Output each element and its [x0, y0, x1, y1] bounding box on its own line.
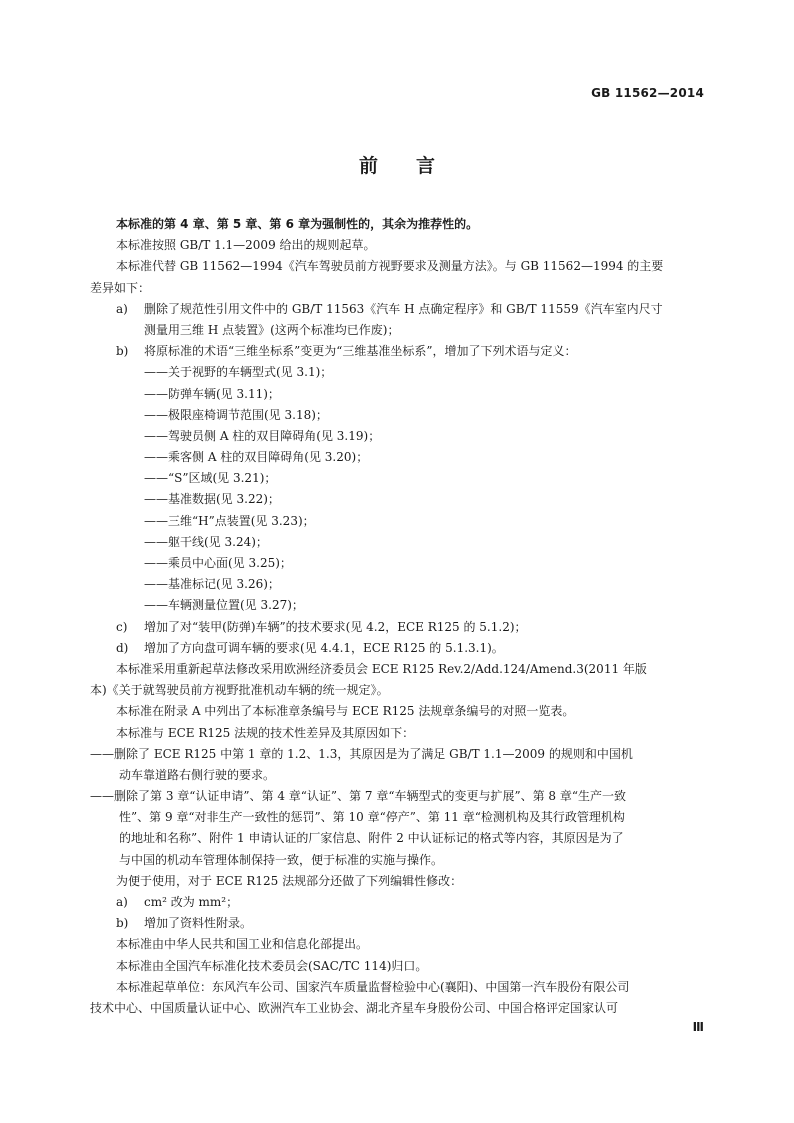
- page-number: Ⅲ: [692, 1020, 704, 1034]
- text-line: 与中国的机动车管理体制保持一致，便于标准的实施与操作。: [119, 852, 444, 867]
- dash-item: ——车辆测量位置(见 3.27)；: [144, 598, 304, 613]
- text-line: 本标准代替 GB 11562—1994《汽车驾驶员前方视野要求及测量方法》。与 GB 11562—1994 的主要: [116, 259, 664, 274]
- text-line: 本)《关于就驾驶员前方视野批准机动车辆的统一规定》。: [90, 683, 389, 698]
- text-line: 测量用三维 H 点装置》(这两个标准均已作废)；: [144, 322, 400, 337]
- list-text: 增加了方向盘可调车辆的要求(见 4.4.1，ECE R125 的 5.1.3.1)。: [144, 640, 504, 655]
- text-line: 本标准采用重新起草法修改采用欧洲经济委员会 ECE R125 Rev.2/Add.124/Amend.3(2011 年版: [116, 661, 647, 676]
- dash-item: ——“S”区域(见 3.21)；: [144, 471, 277, 486]
- dash-item: ——基准标记(见 3.26)；: [144, 577, 280, 592]
- list-item: [90, 617, 707, 638]
- text-line: 本标准起草单位：东风汽车公司、国家汽车质量监督检验中心(襄阳)、中国第一汽车股份有限公司: [116, 979, 630, 994]
- text-line: 本标准由全国汽车标准化技术委员会(SAC/TC 114)归口。: [116, 958, 428, 973]
- list-item: [90, 638, 707, 659]
- list-label: d): [116, 640, 129, 655]
- text-line: 本标准按照 GB/T 1.1—2009 给出的规则起草。: [116, 238, 376, 253]
- dash-item: ——删除了第 3 章“认证申请”、第 4 章“认证”、第 7 章“车辆型式的变更与扩展”、第 8 章“生产一致: [90, 789, 627, 804]
- dash-item: ——极限座椅调节范围(见 3.18)；: [144, 407, 328, 422]
- list-label: c): [116, 619, 128, 634]
- list-text: 增加了资料性附录。: [144, 916, 253, 931]
- list-label: a): [116, 895, 128, 909]
- dash-item: ——乘客侧 A 柱的双目障碍角(见 3.20)；: [144, 450, 369, 465]
- page-title: 前 言: [358, 155, 435, 177]
- dash-item: ——防弹车辆(见 3.11)；: [144, 386, 280, 401]
- dash-item: ——删除了 ECE R125 中第 1 章的 1.2、1.3，其原因是为了满足 GB/T 1.1—2009 的规则和中国机: [90, 746, 633, 761]
- dash-item: ——乘员中心面(见 3.25)；: [144, 556, 292, 570]
- text-line: 动车靠道路右侧行驶的要求。: [119, 767, 276, 782]
- list-item: [90, 341, 707, 362]
- dash-item: ——关于视野的车辆型式(见 3.1)；: [144, 365, 333, 380]
- text-line: 本标准的第 4 章、第 5 章、第 6 章为强制性的，其余为推荐性的。: [116, 217, 479, 231]
- list-text: 增加了对“装甲(防弹)车辆”的技术要求(见 4.2，ECE R125 的 5.1.2)；: [144, 619, 527, 634]
- list-item: [90, 892, 707, 913]
- text-line: 本标准由中华人民共和国工业和信息化部提出。: [116, 937, 369, 952]
- list-text: 删除了规范性引用文件中的 GB/T 11563《汽车 H 点确定程序》和 GB/T 11559《汽车室内尺寸: [144, 301, 663, 316]
- list-text: 将原标准的术语“三维坐标系”变更为“三维基准坐标系”，增加了下列术语与定义：: [144, 344, 577, 359]
- text-line: 本标准与 ECE R125 法规的技术性差异及其原因如下：: [116, 725, 415, 740]
- text-line: 技术中心、中国质量认证中心、欧洲汽车工业协会、湖北齐星车身股份公司、中国合格评定国家认可: [90, 1000, 619, 1015]
- list-label: b): [116, 916, 129, 931]
- text-line: 的地址和名称”、附件 1 申请认证的厂家信息、附件 2 中认证标记的格式等内容，其原因是为了: [119, 831, 624, 846]
- list-label: a): [116, 301, 128, 316]
- dash-item: ——基准数据(见 3.22)；: [144, 492, 280, 507]
- text-line: 本标准在附录 A 中列出了本标准章条编号与 ECE R125 法规章条编号的对照一览表。: [116, 704, 575, 719]
- dash-item: ——三维“H”点装置(见 3.23)；: [144, 513, 315, 528]
- dash-item: ——躯干线(见 3.24)；: [144, 534, 268, 549]
- list-item: [90, 299, 707, 320]
- dash-item: ——驾驶员侧 A 柱的双目障碍角(见 3.19)；: [144, 428, 381, 443]
- preface-body: [90, 214, 707, 1019]
- list-text: cm² 改为 mm²；: [144, 895, 239, 909]
- text-line: 为便于使用，对于 ECE R125 法规部分还做了下列编辑性修改：: [116, 873, 463, 888]
- list-label: b): [116, 344, 129, 359]
- list-item: [90, 913, 707, 934]
- text-line: 性”、第 9 章“对非生产一致性的惩罚”、第 10 章“停产”、第 11 章“检测机构及其行政管理机构: [119, 810, 625, 825]
- standard-code: GB 11562—2014: [591, 86, 704, 100]
- text-line: 差异如下：: [90, 280, 151, 295]
